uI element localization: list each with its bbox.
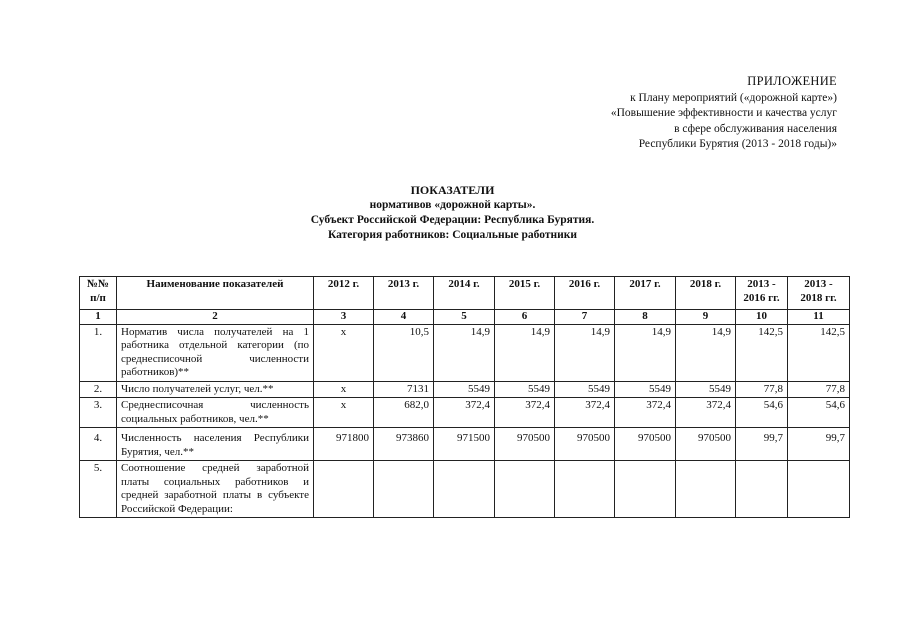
value-cell: 970500 (495, 428, 555, 461)
column-number: 11 (788, 310, 850, 325)
column-number: 3 (314, 310, 374, 325)
value-cell: 99,7 (736, 428, 788, 461)
column-number: 7 (555, 310, 615, 325)
value-cell: 5549 (676, 381, 736, 398)
value-cell: 14,9 (676, 324, 736, 381)
column-header: 2013 - 2018 гг. (788, 277, 850, 310)
column-number: 8 (615, 310, 676, 325)
indicator-name: Численность населения Республики Бурятия, чел.** (117, 428, 314, 461)
value-cell: 970500 (615, 428, 676, 461)
table-row (80, 461, 850, 518)
value-cell: 372,4 (615, 398, 676, 428)
row-number: 3. (80, 398, 117, 428)
value-cell (788, 461, 850, 518)
row-number: 2. (80, 381, 117, 398)
column-number-row (80, 310, 850, 325)
column-header: №№ п/п (80, 277, 117, 310)
column-number: 5 (434, 310, 495, 325)
value-cell: 973860 (374, 428, 434, 461)
value-cell: 970500 (555, 428, 615, 461)
appendix-line: в сфере обслуживания населения (674, 122, 837, 135)
column-header: 2014 г. (434, 277, 495, 310)
indicator-name: Норматив числа получателей на 1 работника отдельной категории (по среднесписочной численности работников)** (117, 324, 314, 381)
value-cell (314, 461, 374, 518)
value-cell (736, 461, 788, 518)
value-cell: 682,0 (374, 398, 434, 428)
table-header-row (80, 277, 850, 310)
value-cell: 5549 (434, 381, 495, 398)
indicators-table (79, 276, 850, 518)
column-header: 2016 г. (555, 277, 615, 310)
indicator-name: Число получателей услуг, чел.** (117, 381, 314, 398)
value-cell: 99,7 (788, 428, 850, 461)
column-number: 9 (676, 310, 736, 325)
value-cell: х (314, 398, 374, 428)
column-header: 2013 - 2016 гг. (736, 277, 788, 310)
value-cell: 5549 (495, 381, 555, 398)
column-header: 2015 г. (495, 277, 555, 310)
value-cell: 14,9 (555, 324, 615, 381)
value-cell: 5549 (555, 381, 615, 398)
value-cell: 14,9 (495, 324, 555, 381)
value-cell (495, 461, 555, 518)
document-title (0, 183, 905, 243)
value-cell: 372,4 (676, 398, 736, 428)
table-row (80, 428, 850, 461)
value-cell: 14,9 (615, 324, 676, 381)
row-number: 5. (80, 461, 117, 518)
table-row (80, 324, 850, 381)
column-number: 1 (80, 310, 117, 325)
value-cell: 971500 (434, 428, 495, 461)
title-line: Категория работников: Социальные работники (327, 229, 578, 241)
value-cell (555, 461, 615, 518)
appendix-line: Республики Бурятия (2013 - 2018 годы)» (638, 138, 837, 150)
value-cell: 77,8 (788, 381, 850, 398)
indicator-name: Соотношение средней заработной платы социальных работников и средней заработной платы в субъекте Российской Федерации: (117, 461, 314, 518)
value-cell: 971800 (314, 428, 374, 461)
column-header: Наименование показателей (117, 277, 314, 310)
value-cell (676, 461, 736, 518)
value-cell: 142,5 (736, 324, 788, 381)
appendix-line: «Повышение эффективности и качества услуг (610, 107, 837, 119)
column-number: 6 (495, 310, 555, 325)
indicator-name: Среднесписочная численность социальных работников, чел.** (117, 398, 314, 428)
value-cell: 14,9 (434, 324, 495, 381)
column-number: 2 (117, 310, 314, 325)
appendix-line: к Плану мероприятий («дорожной карте») (630, 91, 837, 104)
column-header: 2013 г. (374, 277, 434, 310)
value-cell: 7131 (374, 381, 434, 398)
value-cell: х (314, 381, 374, 398)
value-cell: 54,6 (788, 398, 850, 428)
appendix-block (611, 74, 837, 153)
title-line: ПОКАЗАТЕЛИ (410, 183, 495, 197)
value-cell: 54,6 (736, 398, 788, 428)
value-cell: 142,5 (788, 324, 850, 381)
row-number: 1. (80, 324, 117, 381)
column-header: 2018 г. (676, 277, 736, 310)
value-cell: 970500 (676, 428, 736, 461)
value-cell: 5549 (615, 381, 676, 398)
table-row (80, 381, 850, 398)
value-cell: 10,5 (374, 324, 434, 381)
value-cell: 372,4 (555, 398, 615, 428)
column-header: 2012 г. (314, 277, 374, 310)
title-line: нормативов «дорожной карты». (369, 199, 536, 211)
column-header: 2017 г. (615, 277, 676, 310)
table-row (80, 398, 850, 428)
value-cell: 372,4 (434, 398, 495, 428)
value-cell (374, 461, 434, 518)
value-cell: х (314, 324, 374, 381)
title-line: Субъект Российской Федерации: Республика Бурятия. (310, 214, 595, 226)
value-cell: 372,4 (495, 398, 555, 428)
value-cell: 77,8 (736, 381, 788, 398)
column-number: 10 (736, 310, 788, 325)
value-cell (615, 461, 676, 518)
row-number: 4. (80, 428, 117, 461)
column-number: 4 (374, 310, 434, 325)
value-cell (434, 461, 495, 518)
appendix-heading: ПРИЛОЖЕНИЕ (747, 74, 837, 88)
